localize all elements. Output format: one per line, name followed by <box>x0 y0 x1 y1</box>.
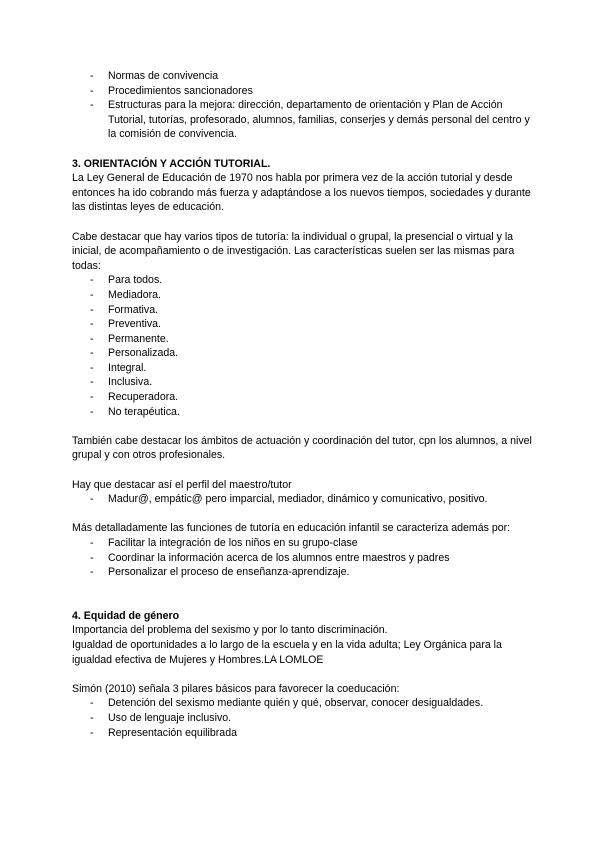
list-item: - Integral. <box>72 361 532 376</box>
section-3-heading: 3. ORIENTACIÓN Y ACCIÓN TUTORIAL. <box>72 157 271 170</box>
characteristics-list <box>72 273 532 419</box>
list-item: - No terapéutica. <box>72 405 532 420</box>
paragraph: Igualdad de oportunidades a lo largo de la escuela y en la vida adulta; Ley Orgánica para la igualdad efectiva de Mujeres y Hombres.LA LOMLOE <box>72 638 502 666</box>
paragraph: También cabe destacar los ámbitos de actuación y coordinación del tutor, cpn los alumnos, a nivel grupal y con otros profesionales. <box>72 434 532 462</box>
section-4-heading: 4. Equidad de género <box>72 609 180 622</box>
list-item: - Facilitar la integración de los niños en su grupo-clase <box>72 536 532 551</box>
list-item: - Uso de lenguaje inclusivo. <box>72 711 532 726</box>
list-item: - Procedimientos sancionadores <box>72 84 532 99</box>
list-item: - Detención del sexismo mediante quién y qué, observar, conocer desigualdades. <box>72 696 532 711</box>
list-item: - Representación equilibrada <box>72 726 532 741</box>
list-item: - Normas de convivencia <box>72 69 532 84</box>
pillars-list <box>72 696 532 740</box>
paragraph: Simón (2010) señala 3 pilares básicos para favorecer la coeducación: <box>72 682 400 695</box>
list-item: - Mediadora. <box>72 288 532 303</box>
document-page <box>72 69 532 740</box>
list-item: - Coordinar la información acerca de los alumnos entre maestros y padres <box>72 551 532 566</box>
paragraph: Cabe destacar que hay varios tipos de tutoría: la individual o grupal, la presencial o virtual y la inicial, de acompañamiento o de investigación. Las características suelen ser las mismas para todas: <box>72 230 515 272</box>
profile-list <box>72 492 532 507</box>
list-item: - Personalizar el proceso de enseñanza-aprendizaje. <box>72 565 532 580</box>
list-item: - Para todos. <box>72 273 532 288</box>
list-item: - Formativa. <box>72 303 532 318</box>
list-item: - Preventiva. <box>72 317 532 332</box>
paragraph: La Ley General de Educación de 1970 nos habla por primera vez de la acción tutorial y desde entonces ha ido cobrando más fuerza y adaptándose a los nuevos tiempos, sociedades y durante las distintas leyes de educación. <box>72 172 531 214</box>
paragraph: Importancia del problema del sexismo y por lo tanto discriminación. <box>72 624 388 637</box>
paragraph: Más detalladamente las funciones de tutoría en educación infantil se caracteriza además por: <box>72 522 511 535</box>
list-item: - Personalizada. <box>72 346 532 361</box>
functions-list <box>72 536 532 580</box>
list-item: - Estructuras para la mejora: dirección, departamento de orientación y Plan de Acción Tutorial, tutorías, profesorado, alumnos, familias, conserjes y demás personal del centro y la comisión de convivencia. <box>72 98 532 142</box>
list-item: - Permanente. <box>72 332 532 347</box>
list-item: - Recuperadora. <box>72 390 532 405</box>
intro-list <box>72 69 532 142</box>
paragraph: Hay que destacar así el perfil del maestro/tutor <box>72 478 292 491</box>
list-item: - Madur@, empátic@ pero imparcial, mediador, dinámico y comunicativo, positivo. <box>72 492 532 507</box>
list-item: - Inclusiva. <box>72 375 532 390</box>
